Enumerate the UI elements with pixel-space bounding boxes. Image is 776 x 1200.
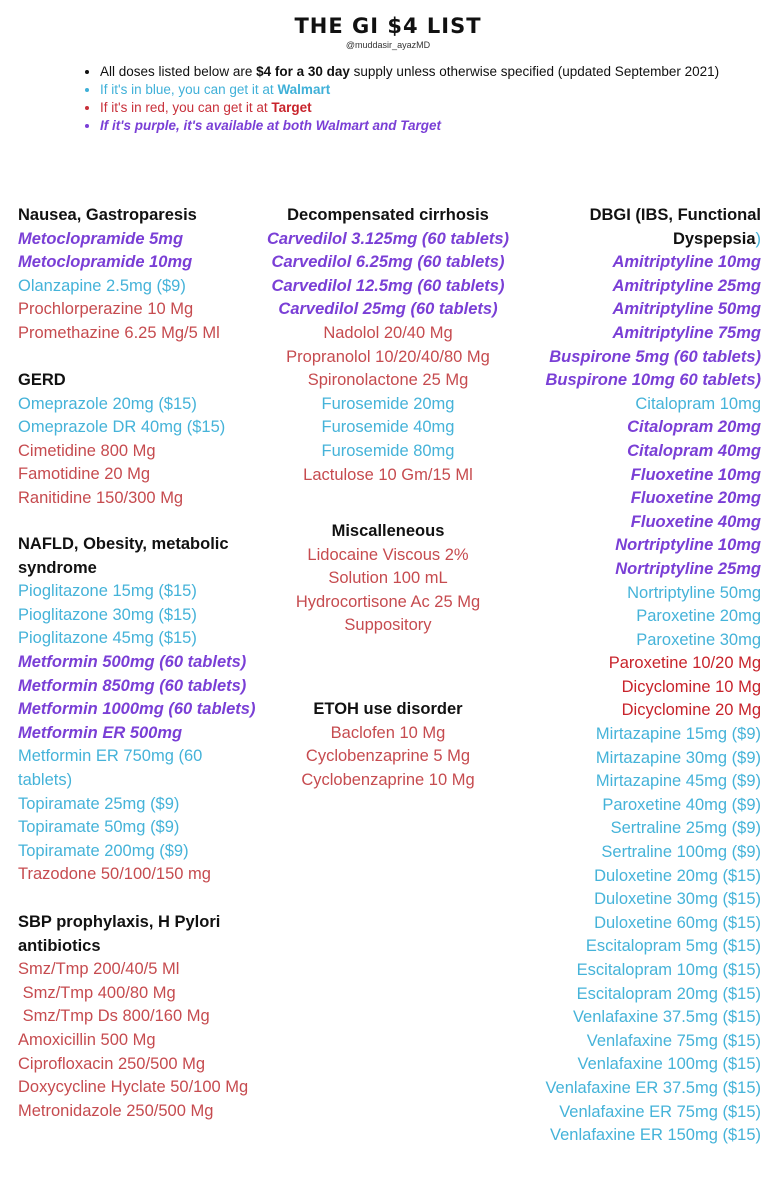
- section-heading-cont: antibiotics: [18, 936, 101, 955]
- section-heading-cont: Dyspepsia): [672, 229, 761, 248]
- list-item: Furosemide 40mg: [321, 418, 455, 437]
- list-item: Sertraline 100mg ($9): [601, 843, 761, 862]
- list-item: Smz/Tmp Ds 800/160 Mg: [18, 1007, 210, 1026]
- list-item: Paroxetine 10/20 Mg: [608, 654, 761, 673]
- list-item: Amoxicillin 500 Mg: [18, 1030, 156, 1049]
- list-item: Ranitidine 150/300 Mg: [18, 488, 184, 507]
- list-item: Lactulose 10 Gm/15 Ml: [303, 465, 473, 484]
- list-item: Topiramate 25mg ($9): [18, 794, 180, 813]
- list-item: Escitalopram 10mg ($15): [576, 961, 761, 979]
- list-item: Cyclobenzaprine 10 Mg: [301, 770, 475, 789]
- section-nafld-obesity: [18, 533, 280, 887]
- list-item: Metoclopramide 5mg: [18, 229, 184, 248]
- list-item: Cyclobenzaprine 5 Mg: [305, 747, 471, 766]
- list-item: Mirtazapine 30mg ($9): [595, 748, 761, 767]
- list-item: Nortriptyline 50mg: [627, 583, 761, 602]
- list-item: Venlafaxine 100mg ($15): [577, 1055, 761, 1074]
- section-heading: DBGI (IBS, Functional: [589, 206, 761, 224]
- list-item-cont: tablets): [18, 770, 73, 789]
- list-item: Carvedilol 6.25mg (60 tablets): [271, 253, 505, 272]
- list-item: Spironolactone 25 Mg: [307, 371, 469, 390]
- list-item-cont: Solution 100 mL: [328, 569, 448, 588]
- list-item: Promethazine 6.25 Mg/5 Ml: [18, 323, 220, 342]
- note-pricing: • All doses listed below are $4 for a 30 day supply unless otherwise specified (updated September 2021): [100, 63, 719, 81]
- list-item: Duloxetine 30mg ($15): [594, 890, 761, 909]
- list-item: Ciprofloxacin 250/500 Mg: [18, 1054, 206, 1073]
- list-item: Smz/Tmp 400/80 Mg: [18, 983, 176, 1002]
- list-item: Paroxetine 40mg ($9): [602, 795, 761, 814]
- list-item: Citalopram 20mg: [627, 418, 761, 437]
- section-heading: Miscalleneous: [331, 522, 445, 540]
- list-item: Prochlorperazine 10 Mg: [18, 300, 194, 319]
- list-item: Venlafaxine ER 150mg ($15): [550, 1126, 761, 1145]
- list-item: Carvedilol 3.125mg (60 tablets): [266, 229, 510, 248]
- list-item: Smz/Tmp 200/40/5 Ml: [18, 960, 180, 979]
- list-item-cont: Suppository: [344, 616, 432, 635]
- section-dbgi: [520, 204, 761, 1148]
- section-heading: GERD: [18, 371, 66, 389]
- list-item: Metformin 500mg (60 tablets): [18, 652, 247, 671]
- list-item: Buspirone 5mg (60 tablets): [549, 347, 761, 366]
- list-item: Venlafaxine 75mg ($15): [586, 1031, 761, 1050]
- section-heading: NAFLD, Obesity, metabolic: [18, 535, 229, 553]
- list-item: Furosemide 20mg: [321, 394, 455, 413]
- list-item: Carvedilol 12.5mg (60 tablets): [271, 276, 505, 295]
- list-item: Paroxetine 30mg: [636, 630, 761, 649]
- author-handle: @muddasir_ayazMD: [345, 40, 431, 50]
- list-item: Mirtazapine 45mg ($9): [595, 772, 761, 791]
- note-walmart: • If it's in blue, you can get it at Walmart: [100, 81, 719, 99]
- list-item: Baclofen 10 Mg: [330, 723, 446, 742]
- list-item: Topiramate 200mg ($9): [18, 841, 189, 860]
- list-item: Pioglitazone 15mg ($15): [18, 582, 197, 601]
- note-target: • If it's in red, you can get it at Target: [100, 99, 719, 117]
- list-item: Amitriptyline 25mg: [612, 276, 761, 295]
- section-sbp-hpylori: [18, 911, 280, 1123]
- heading-paren: ): [755, 229, 761, 248]
- section-heading: ETOH use disorder: [313, 700, 463, 718]
- list-item: Escitalopram 5mg ($15): [585, 937, 761, 956]
- list-item: Metronidazole 250/500 Mg: [18, 1101, 214, 1120]
- list-item: Venlafaxine ER 75mg ($15): [559, 1102, 761, 1121]
- list-item: Dicyclomine 20 Mg: [621, 701, 761, 720]
- list-item: Dicyclomine 10 Mg: [621, 677, 761, 696]
- section-etoh-use-disorder: [246, 698, 530, 792]
- list-item: Paroxetine 20mg: [636, 607, 761, 626]
- list-item: Fluoxetine 20mg: [630, 489, 761, 508]
- section-heading: Nausea, Gastroparesis: [18, 206, 197, 224]
- section-gerd: [18, 369, 280, 511]
- list-item: Hydrocortisone Ac 25 Mg: [295, 592, 481, 611]
- list-item: Omeprazole DR 40mg ($15): [18, 418, 226, 437]
- list-item: Nadolol 20/40 Mg: [323, 323, 453, 342]
- list-item: Famotidine 20 Mg: [18, 465, 151, 484]
- list-item: Fluoxetine 10mg: [630, 465, 761, 484]
- section-heading: Decompensated cirrhosis: [287, 206, 489, 224]
- section-nausea-gastroparesis: [18, 204, 280, 346]
- list-item: Propranolol 10/20/40/80 Mg: [286, 347, 490, 366]
- list-item: Metoclopramide 10mg: [18, 253, 193, 272]
- section-heading: SBP prophylaxis, H Pylori: [18, 913, 221, 931]
- list-item: Citalopram 10mg: [635, 394, 761, 413]
- list-item: Trazodone 50/100/150 mg: [18, 865, 211, 884]
- list-item: Olanzapine 2.5mg ($9): [18, 276, 186, 295]
- list-item: Venlafaxine ER 37.5mg ($15): [545, 1078, 761, 1097]
- list-item: Metformin ER 500mg: [18, 723, 183, 742]
- list-item: Pioglitazone 45mg ($15): [18, 629, 197, 648]
- page-title: THE GI $4 LIST: [294, 14, 482, 38]
- list-item: Lidocaine Viscous 2%: [307, 545, 469, 564]
- list-item: Doxycycline Hyclate 50/100 Mg: [18, 1078, 249, 1097]
- list-item: Citalopram 40mg: [627, 441, 761, 460]
- list-item: Escitalopram 20mg ($15): [576, 984, 761, 1003]
- section-miscellaneous: [246, 520, 530, 638]
- list-item: Venlafaxine 37.5mg ($15): [572, 1008, 761, 1027]
- list-item: Amitriptyline 50mg: [612, 300, 761, 319]
- list-item: Topiramate 50mg ($9): [18, 818, 180, 837]
- list-item: Metformin ER 750mg (60: [18, 747, 203, 766]
- note-both: • If it's purple, it's available at both Walmart and Target: [100, 117, 719, 135]
- list-item: Sertraline 25mg ($9): [610, 819, 761, 838]
- list-item: Mirtazapine 15mg ($9): [595, 725, 761, 744]
- list-item: Amitriptyline 75mg: [612, 323, 761, 342]
- list-item: Amitriptyline 10mg: [612, 253, 761, 272]
- section-heading-cont: syndrome: [18, 558, 97, 577]
- list-item: Fluoxetine 40mg: [630, 512, 761, 531]
- list-item: Pioglitazone 30mg ($15): [18, 605, 197, 624]
- list-item: Carvedilol 25mg (60 tablets): [278, 300, 498, 319]
- list-item: Nortriptyline 10mg: [615, 536, 761, 555]
- list-item: Cimetidine 800 Mg: [18, 441, 156, 460]
- list-item: Omeprazole 20mg ($15): [18, 394, 197, 413]
- list-item: Buspirone 10mg 60 tablets): [545, 371, 761, 390]
- list-item: Nortriptyline 25mg: [615, 559, 761, 578]
- list-item: Furosemide 80mg: [321, 441, 455, 460]
- list-item: Duloxetine 60mg ($15): [594, 913, 761, 932]
- list-item: Duloxetine 20mg ($15): [594, 866, 761, 885]
- legend-notes: [82, 63, 719, 135]
- section-decompensated-cirrhosis: [246, 204, 530, 487]
- list-item: Metformin 1000mg (60 tablets): [18, 700, 256, 719]
- list-item: Metformin 850mg (60 tablets): [18, 676, 247, 695]
